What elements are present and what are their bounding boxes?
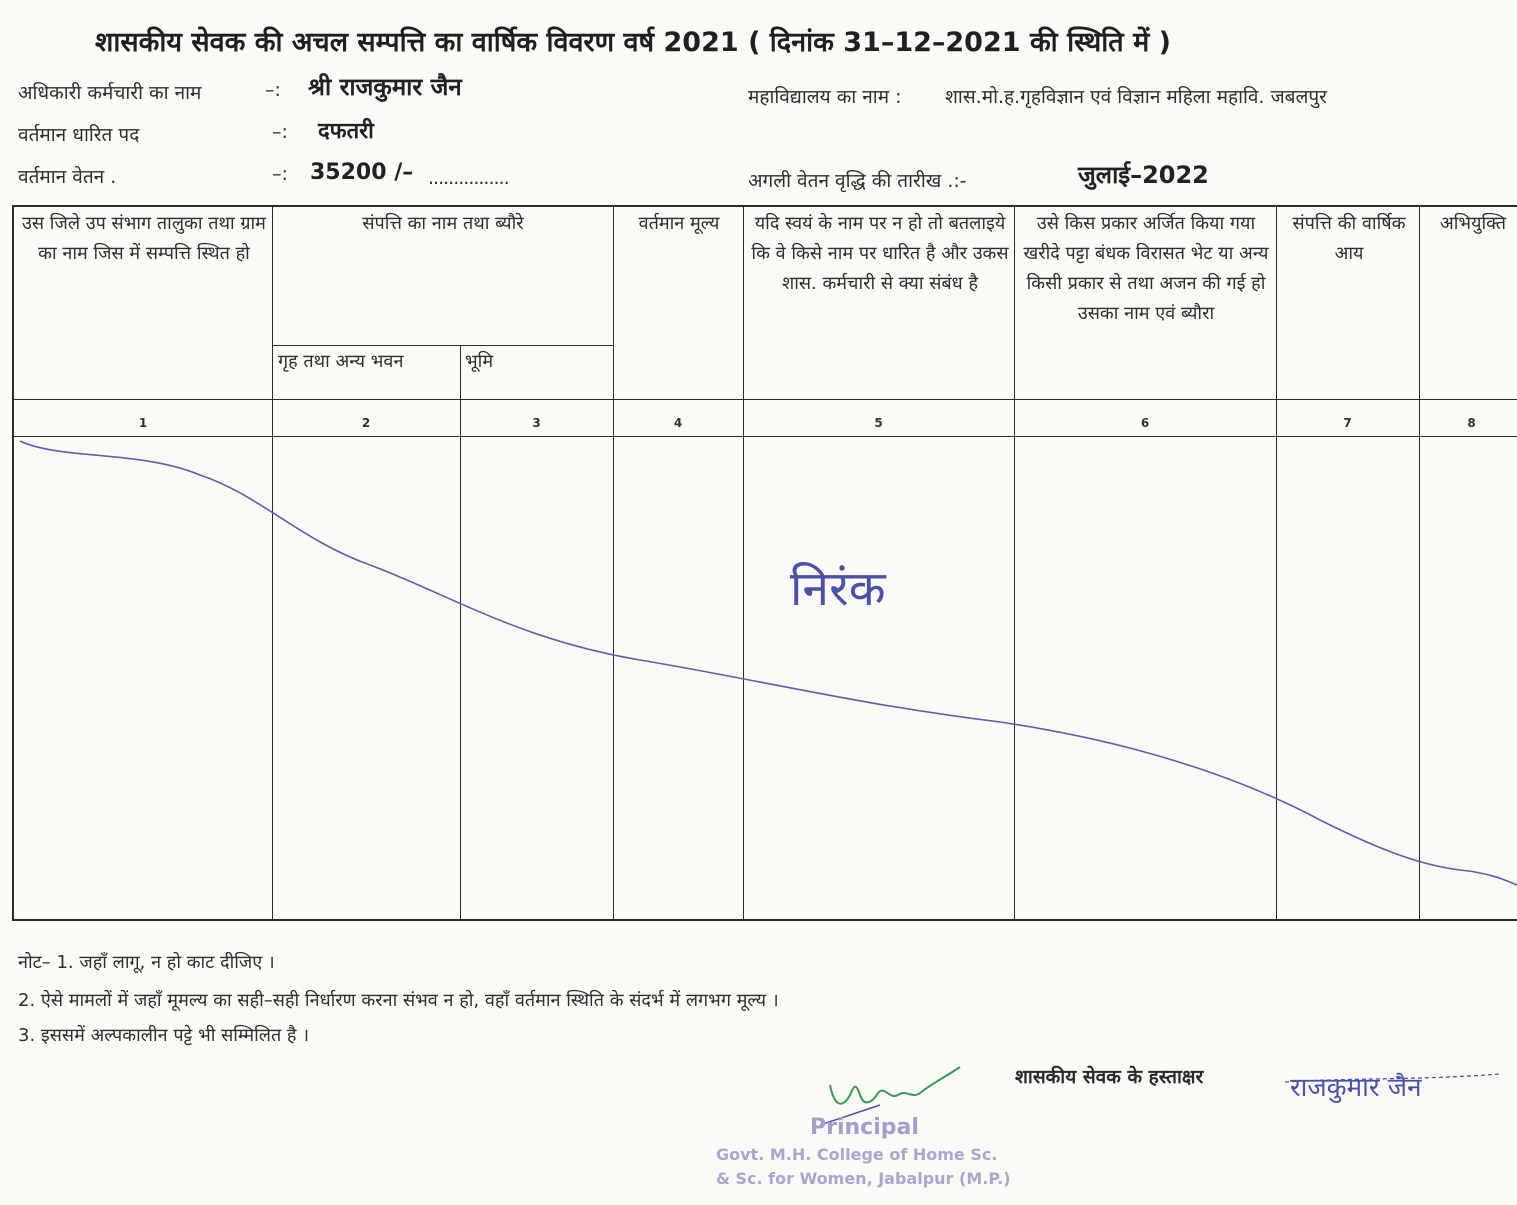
college-label: महाविद्यालय का नाम : <box>748 86 902 108</box>
post-value: दफतरी <box>318 119 374 144</box>
pay-separator: –: <box>272 163 288 185</box>
column-number: 6 <box>1140 416 1150 430</box>
note-1: नोट– 1. जहाँ लागू, न हो काट दीजिए । <box>18 952 275 973</box>
column-number: 2 <box>361 416 371 430</box>
pay-dotted-line: ................ <box>428 167 509 189</box>
header-location: उस जिले उप संभाग तालुका तथा ग्राम का नाम जिस में सम्पत्ति स्थित हो <box>22 213 266 264</box>
stamp-title: Principal <box>810 1115 919 1140</box>
pay-value: 35200 /– <box>310 160 414 185</box>
increment-value: जुलाई–2022 <box>1078 161 1209 189</box>
column-number: 4 <box>673 416 683 430</box>
employee-name-value: श्री राजकुमार जैन <box>308 73 462 101</box>
header-property-name: संपत्ति का नाम तथा ब्यौरे <box>362 213 524 234</box>
increment-label: अगली वेतन वृद्धि की तारीख .:- <box>748 170 967 192</box>
stamp-line-1: Govt. M.H. College of Home Sc. <box>716 1145 998 1164</box>
header-holder-relation: यदि स्वयं के नाम पर न हो तो बतलाइये कि वे किसे नाम पर धारित है और उकस शास. कर्मचारी से क्या संबंध है <box>751 213 1009 294</box>
handwritten-nil-entry: निरंक <box>790 561 886 617</box>
header-annual-income: संपत्ति की वार्षिक आय <box>1292 213 1406 264</box>
form-title: शासकीय सेवक की अचल सम्पत्ति का वार्षिक विवरण वर्ष 2021 ( दिनांक 31–12–2021 की स्थिति में ) <box>95 27 1171 58</box>
note-2: 2. ऐसे मामलों में जहाँ मूमल्य का सही–सही निर्धारण करना संभव न हो, वहाँ वर्तमान स्थिति के संदर्भ में लगभग मूल्य । <box>18 990 779 1011</box>
header-current-value: वर्तमान मूल्य <box>638 213 720 234</box>
column-number: 5 <box>874 416 883 430</box>
employee-name-separator: –: <box>265 79 281 101</box>
column-number: 3 <box>532 416 541 430</box>
note-3: 3. इससमें अल्पकालीन पट्टे भी सम्मिलित है । <box>18 1025 310 1046</box>
column-number: 1 <box>138 416 148 430</box>
header-acquisition: उसे किस प्रकार अर्जित किया गया खरीदे पट्टा बंधक विरासत भेट या अन्य किसी प्रकार से तथा अजन की गई हो उसका नाम एवं ब्यौरा <box>1023 213 1269 324</box>
post-label: वर्तमान धारित पद <box>18 124 140 146</box>
employee-name-label: अधिकारी कर्मचारी का नाम <box>18 82 202 104</box>
pay-label: वर्तमान वेतन . <box>18 166 117 188</box>
post-separator: –: <box>272 121 288 143</box>
employee-signature: राजकुमार जैन <box>1290 1073 1422 1103</box>
signature-label: शासकीय सेवक के हस्ताक्षर <box>1015 1066 1204 1088</box>
subheader-land: भूमि <box>465 351 494 372</box>
header-remarks: अभियुक्ति <box>1439 213 1507 234</box>
subheader-house: गृह तथा अन्य भवन <box>278 351 404 372</box>
column-number: 7 <box>1343 416 1352 430</box>
stamp-line-2: & Sc. for Women, Jabalpur (M.P.) <box>716 1169 1011 1188</box>
column-number: 8 <box>1467 416 1476 430</box>
signature-underline <box>1285 1060 1505 1100</box>
college-value: शास.मो.ह.गृहविज्ञान एवं विज्ञान महिला महावि. जबलपुर <box>945 86 1327 108</box>
